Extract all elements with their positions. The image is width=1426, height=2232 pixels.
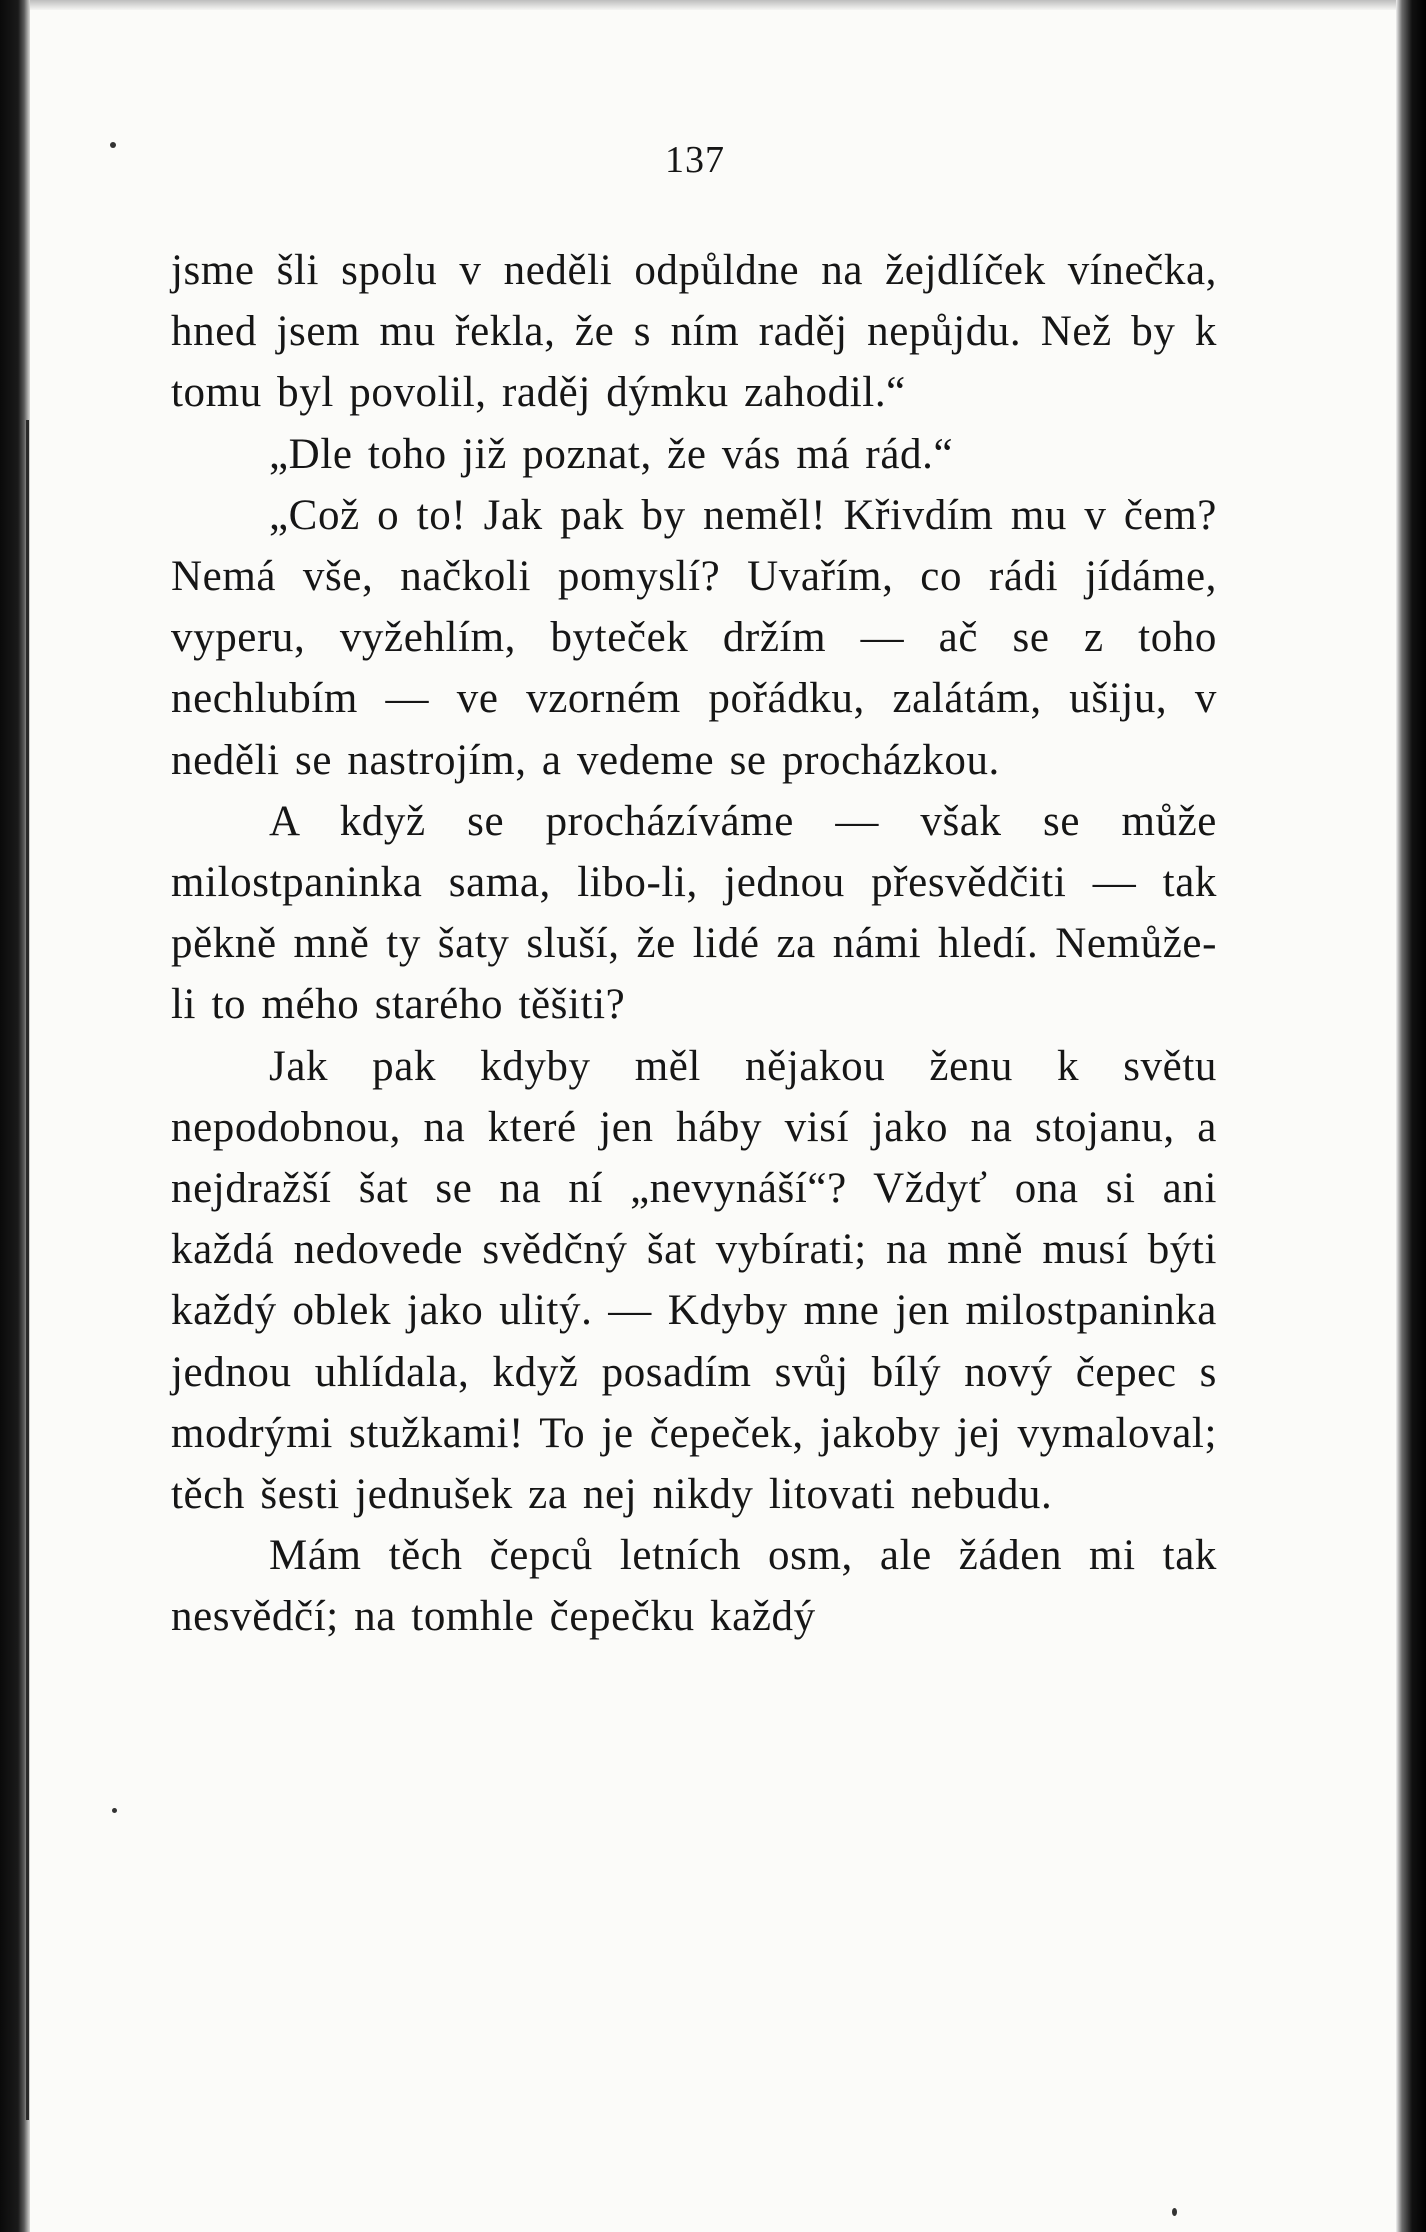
scan-speck [1172, 2208, 1177, 2216]
scan-edge-left-line [26, 420, 29, 2120]
page-number: 137 [665, 139, 725, 181]
paragraph: jsme šli spolu v neděli odpůldne na žejdlíček vínečka, hned jsem mu řekla, že s ním raděj nepůjdu. Než by k tomu byl povolil, raděj dýmku zahodil.“ [171, 247, 1217, 417]
body-text [171, 240, 1217, 1648]
paragraph: Mám těch čepců letních osm, ale žáden mi tak nesvědčí; na tomhle čepečku každý [171, 1532, 1217, 1641]
scan-speck [110, 142, 116, 148]
scan-edge-top [0, 0, 1426, 10]
paragraph: A když se procházíváme — však se může milostpaninka sama, libo-li, jednou přesvědčiti — tak pěkně mně ty šaty sluší, že lidé za námi hledí. Nemůže-li to mého starého těšiti? [171, 797, 1217, 1029]
scan-edge-right [1396, 0, 1426, 2232]
paragraph: „Dle toho již poznat, že vás má rád.“ [269, 430, 954, 478]
scan-speck [112, 1808, 117, 1813]
paragraph: Jak pak kdyby měl nějakou ženu k světu nepodobnou, na které jen háby visí jako na stojanu, a nejdražší šat se na ní „nevynáší“? Vždyť ona si ani každá nedovede svědčný šat vybírati; na mně musí býti každý oblek jako ulitý. — Kdyby mne jen milostpaninka jednou uhlídala, když posadím svůj bílý nový čepec s modrými stužkami! To je čepeček, jakoby jej vymaloval; těch šesti jednušek za nej nikdy litovati nebudu. [171, 1042, 1217, 1519]
paragraph: „Což o to! Jak pak by neměl! Křivdím mu v čem? Nemá vše, načkoli pomyslí? Uvařím, co rádi jídáme, vyperu, vyžehlím, byteček držím — ač se z toho nechlubím — ve vzorném pořádku, zalátám, ušiju, v neděli se nastrojím, a vedeme se procházkou. [171, 491, 1217, 784]
